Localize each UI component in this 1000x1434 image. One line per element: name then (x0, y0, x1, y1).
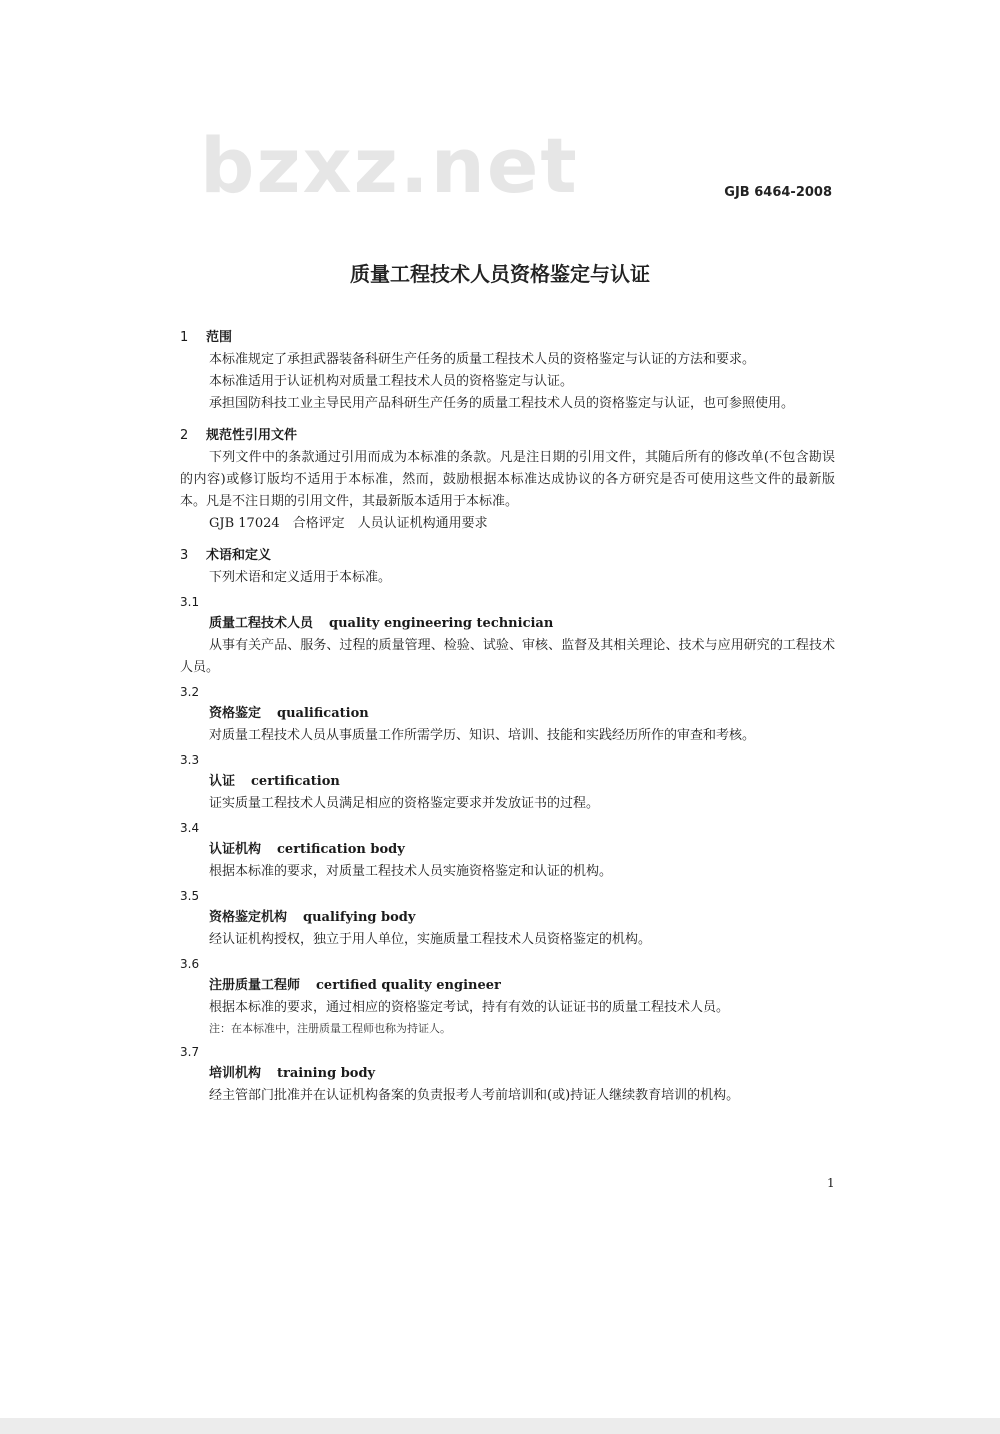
term-note: 注：在本标准中，注册质量工程师也称为持证人。 (209, 1022, 451, 1035)
paragraph: 下列文件中的条款通过引用而成为本标准的条款。凡是注日期的引用文件，其随后所有的修改单(不包含勘误的内容)或修订版均不适用于本标准，然而，鼓励根据本标准达成协议的各方研究是否可使用这些文件的最新版本。凡是不注日期的引用文件，其最新版本适用于本标准。 (180, 450, 835, 509)
term-en: quality engineering technician (329, 616, 554, 631)
term-number: 3.3 (180, 753, 200, 767)
section-title: 术语和定义 (206, 548, 272, 563)
term-number: 3.7 (180, 1045, 200, 1059)
term-en: certification body (277, 842, 405, 857)
term-en: qualification (277, 706, 369, 721)
page-number: 1 (827, 1176, 835, 1190)
term-heading (180, 839, 835, 861)
section-2-heading (180, 425, 835, 447)
term-number: 3.1 (180, 595, 200, 609)
paragraph: 本标准规定了承担武器装备科研生产任务的质量工程技术人员的资格鉴定与认证的方法和要求。 (209, 352, 756, 367)
term-en: training body (277, 1066, 376, 1081)
section-title: 范围 (206, 330, 233, 345)
term-zh: 培训机构 (209, 1066, 262, 1081)
term-en: certification (251, 774, 340, 789)
reference-item: GJB 17024 合格评定 人员认证机构通用要求 (209, 516, 488, 531)
term-zh: 资格鉴定 (209, 706, 262, 721)
term-zh: 认证机构 (209, 842, 262, 857)
term-heading (180, 1063, 835, 1085)
term-definition: 根据本标准的要求，通过相应的资格鉴定考试，持有有效的认证证书的质量工程技术人员。 (209, 1000, 730, 1015)
term-definition: 证实质量工程技术人员满足相应的资格鉴定要求并发放证书的过程。 (209, 796, 600, 811)
term-heading (180, 771, 835, 793)
term-heading (180, 907, 835, 929)
term-definition: 经认证机构授权，独立于用人单位，实施质量工程技术人员资格鉴定的机构。 (209, 932, 652, 947)
term-zh: 质量工程技术人员 (209, 616, 314, 631)
term-heading (180, 703, 835, 725)
term-zh: 注册质量工程师 (209, 978, 301, 993)
term-heading (180, 613, 835, 635)
paragraph: 承担国防科技工业主导民用产品科研生产任务的质量工程技术人员的资格鉴定与认证，也可参照使用。 (209, 396, 795, 411)
watermark: bzxz.net (200, 121, 579, 210)
paragraph: 下列术语和定义适用于本标准。 (209, 570, 392, 585)
document-body (180, 327, 835, 1107)
term-number: 3.6 (180, 957, 200, 971)
term-definition: 经主管部门批准并在认证机构备案的负责报考人考前培训和(或)持证人继续教育培训的机构。 (209, 1088, 740, 1103)
term-en: certified quality engineer (316, 978, 501, 993)
section-number: 2 (180, 428, 189, 443)
paragraph: 本标准适用于认证机构对质量工程技术人员的资格鉴定与认证。 (209, 374, 574, 389)
section-title: 规范性引用文件 (206, 428, 298, 443)
term-definition: 对质量工程技术人员从事质量工作所需学历、知识、培训、技能和实践经历所作的审查和考核。 (209, 728, 756, 743)
standard-code: GJB 6464-2008 (724, 185, 832, 200)
section-number: 1 (180, 330, 189, 345)
viewer-bottom-bar (0, 1418, 1000, 1434)
term-number: 3.2 (180, 685, 200, 699)
term-definition: 从事有关产品、服务、过程的质量管理、检验、试验、审核、监督及其相关理论、技术与应用研究的工程技术人员。 (180, 638, 835, 675)
document-title: 质量工程技术人员资格鉴定与认证 (350, 262, 650, 286)
term-en: qualifying body (303, 910, 416, 925)
term-zh: 资格鉴定机构 (209, 910, 288, 925)
term-definition: 根据本标准的要求，对质量工程技术人员实施资格鉴定和认证的机构。 (209, 864, 613, 879)
term-number: 3.4 (180, 821, 200, 835)
term-zh: 认证 (209, 774, 236, 789)
section-number: 3 (180, 548, 189, 563)
section-1-heading (180, 327, 835, 349)
section-3-heading (180, 545, 835, 567)
term-number: 3.5 (180, 889, 200, 903)
term-heading (180, 975, 835, 997)
